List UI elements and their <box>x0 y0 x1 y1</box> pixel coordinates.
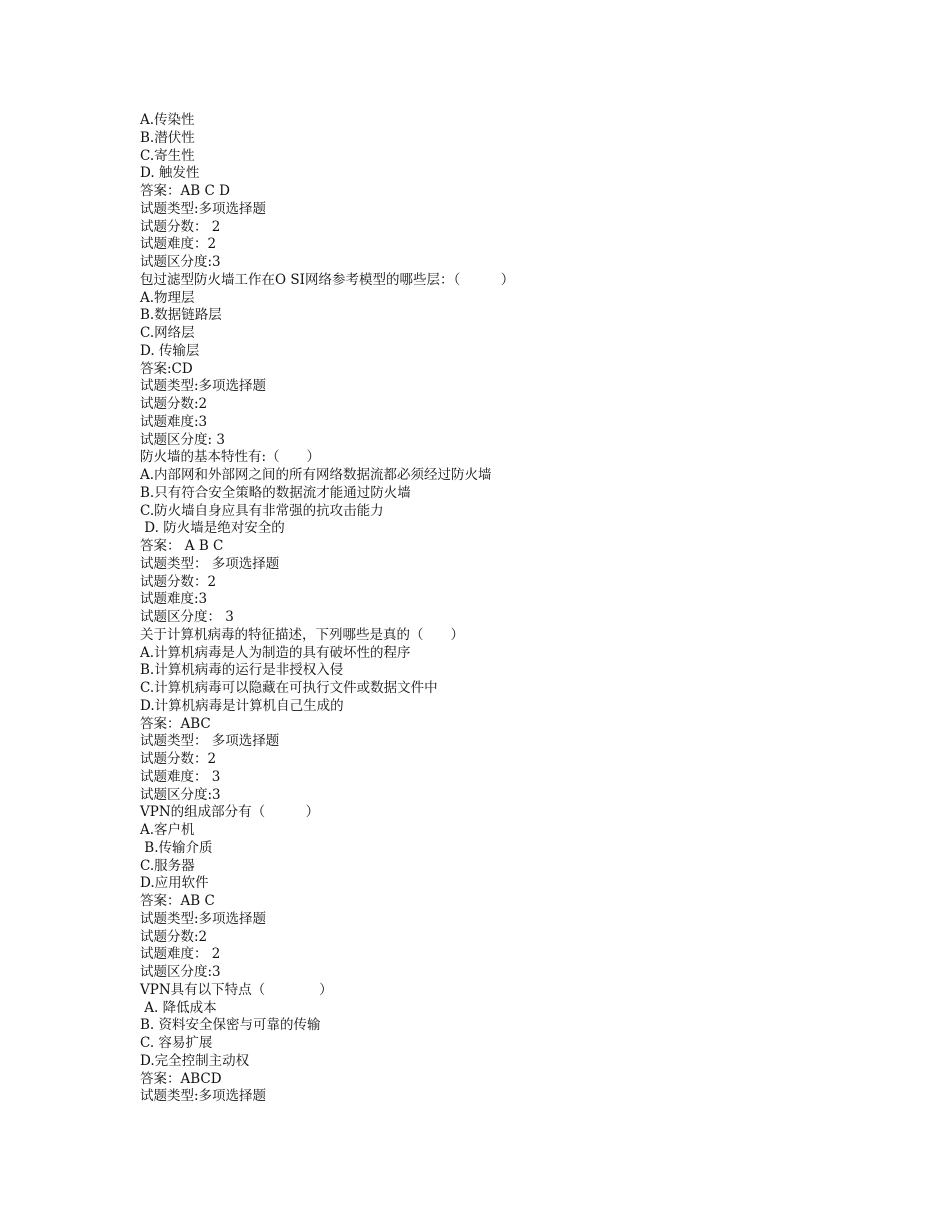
question-text: VPN的组成部分有（ ） <box>140 804 320 821</box>
question-text: 包过滤型防火墙工作在O SI网络参考模型的哪些层：（ ） <box>140 271 515 288</box>
question-type-line: 试题类型： 多项选择题 <box>140 555 280 572</box>
option-line: C.服务器 <box>140 857 195 874</box>
option-line: D. 触发性 <box>140 165 200 182</box>
question-difficulty-line: 试题难度： 2 <box>140 946 221 963</box>
question-type-line: 试题类型:多项选择题 <box>140 200 267 217</box>
option-line: C.计算机病毒可以隐藏在可执行文件或数据文件中 <box>140 680 438 696</box>
answer-line: 答案：AB C <box>140 893 215 909</box>
question-type-line: 试题类型： 多项选择题 <box>140 733 280 750</box>
option-line: A. 降低成本 <box>140 999 217 1016</box>
question-discrimination-line: 试题区分度:3 <box>140 786 221 803</box>
question-text: 防火墙的基本特性有:（ ） <box>140 449 321 466</box>
answer-line: 答案： A B C <box>140 538 224 554</box>
question-score-line: 试题分数：2 <box>140 751 217 767</box>
option-line: B.只有符合安全策略的数据流才能通过防火墙 <box>140 484 411 501</box>
question-discrimination-line: 试题区分度:3 <box>140 254 221 270</box>
question-type-line: 试题类型:多项选择题 <box>140 378 267 395</box>
question-text: VPN具有以下特点（ ） <box>140 981 333 998</box>
option-line: D.完全控制主动权 <box>140 1052 250 1069</box>
answer-line: 答案：AB C D <box>140 183 230 199</box>
option-line: A.客户机 <box>140 822 195 838</box>
question-discrimination-line: 试题区分度： 3 <box>140 609 234 625</box>
option-line: D. 传输层 <box>140 342 200 359</box>
option-line: A.计算机病毒是人为制造的具有破坏性的程序 <box>140 644 411 661</box>
option-line: C. 容易扩展 <box>140 1035 213 1051</box>
question-score-line: 试题分数： 2 <box>140 218 221 235</box>
question-type-line: 试题类型:多项选择题 <box>140 1088 267 1105</box>
option-line: B.数据链路层 <box>140 307 222 324</box>
option-line: B. 资料安全保密与可靠的传输 <box>140 1017 321 1034</box>
answer-line: 答案：ABCD <box>140 1070 222 1087</box>
question-difficulty-line: 试题难度：2 <box>140 236 217 253</box>
option-line: B.传输介质 <box>140 839 213 856</box>
question-score-line: 试题分数：2 <box>140 573 217 590</box>
option-line: C.寄生性 <box>140 147 195 164</box>
question-text: 关于计算机病毒的特征描述，下列哪些是真的（ ） <box>140 626 464 643</box>
option-line: D.计算机病毒是计算机自己生成的 <box>140 697 344 714</box>
option-line: D. 防火墙是绝对安全的 <box>140 520 285 537</box>
question-discrimination-line: 试题区分度:3 <box>140 964 221 980</box>
option-line: A.内部网和外部网之间的所有网络数据流都必须经过防火墙 <box>140 467 492 483</box>
option-line: C.防火墙自身应具有非常强的抗攻击能力 <box>140 502 384 519</box>
answer-line: 答案：ABC <box>140 715 211 732</box>
question-difficulty-line: 试题难度:3 <box>140 591 208 608</box>
option-line: B.潜伏性 <box>140 129 195 146</box>
option-line: A.物理层 <box>140 289 195 306</box>
answer-line: 答案:CD <box>140 360 193 377</box>
question-score-line: 试题分数:2 <box>140 928 208 945</box>
option-line: B.计算机病毒的运行是非授权入侵 <box>140 662 344 679</box>
option-line: D.应用软件 <box>140 875 209 892</box>
option-line: A.传染性 <box>140 112 195 128</box>
question-type-line: 试题类型:多项选择题 <box>140 910 267 927</box>
document-page <box>140 112 840 1106</box>
question-difficulty-line: 试题难度： 3 <box>140 768 221 785</box>
question-difficulty-line: 试题难度:3 <box>140 413 208 430</box>
option-line: C.网络层 <box>140 325 195 341</box>
question-discrimination-line: 试题区分度: 3 <box>140 431 225 448</box>
question-score-line: 试题分数:2 <box>140 396 208 412</box>
